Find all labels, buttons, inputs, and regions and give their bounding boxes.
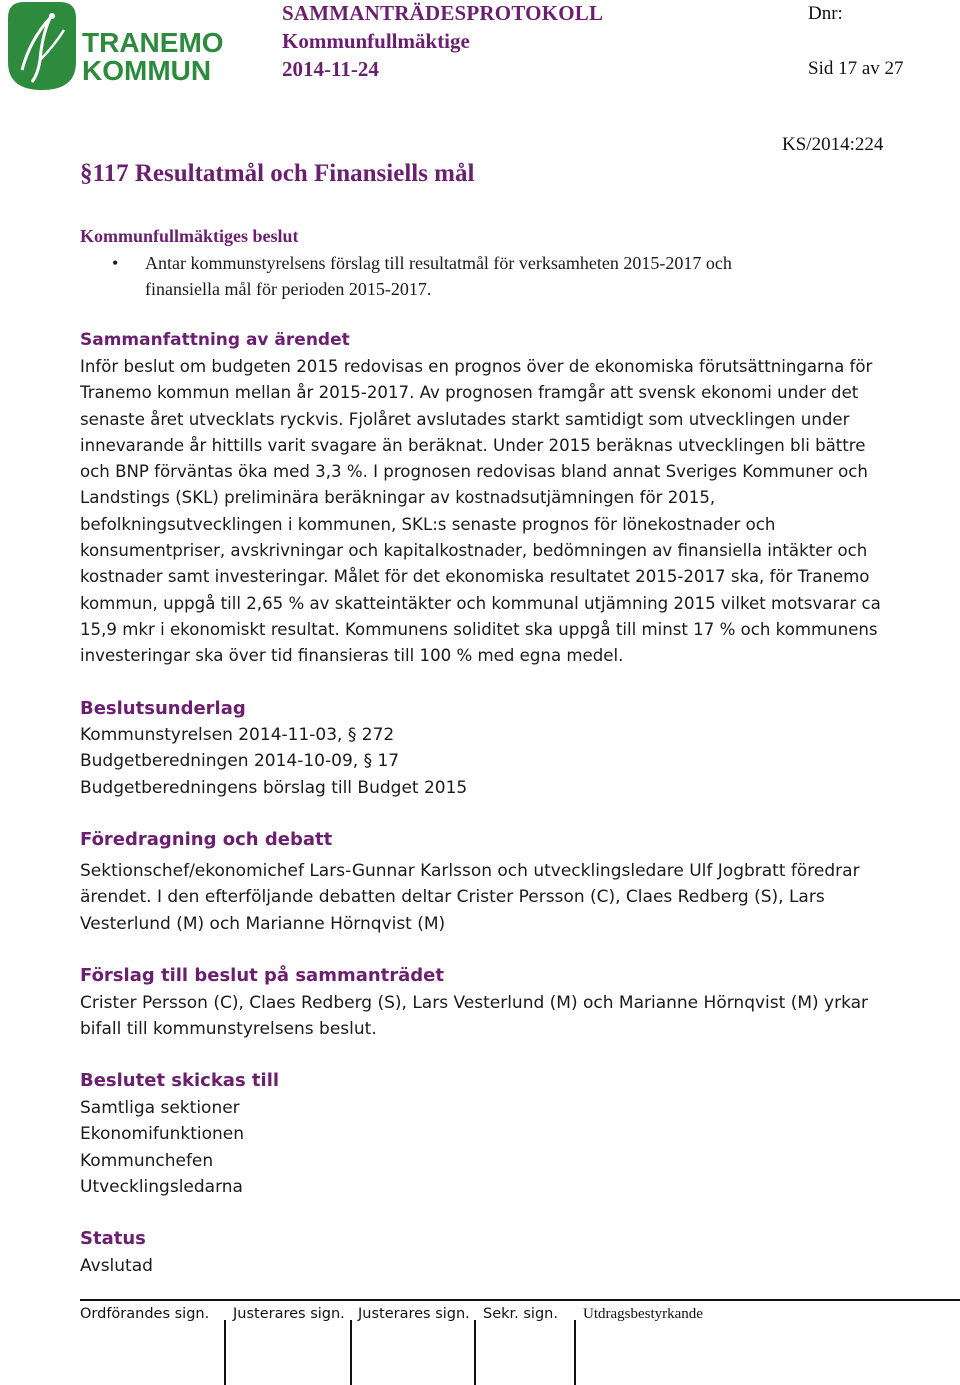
- basis-line: Budgetberedningen 2014-10-09, § 17: [80, 751, 400, 772]
- summary-line: Inför beslut om budgeten 2015 redovisas en prognos över de ekonomiska förutsättningarna för: [80, 357, 873, 376]
- summary-line: 15,9 mkr i ekonomiskt resultat. Kommunens soliditet ska uppgå till minst 17 % och kommunens: [80, 619, 878, 639]
- proposal-heading: Förslag till beslut på sammanträdet: [80, 965, 444, 986]
- summary-line: Tranemo kommun mellan år 2015-2017. Av prognosen framgår att svensk ekonomi under det: [80, 383, 859, 403]
- proposal-body: [80, 990, 960, 1043]
- summary-line: konsumentpriser, avskrivningar och kapitalkostnader, bedömningen av finansiella intäkter och: [80, 541, 868, 561]
- decision-heading: Kommunfullmäktiges beslut: [80, 226, 299, 246]
- decision-bullet-line1: Antar kommunstyrelsens förslag till resultatmål för verksamheten 2015-2017 och: [145, 253, 732, 273]
- presentation-heading: Föredragning och debatt: [80, 829, 333, 850]
- signature-secretary: Sekr. sign.: [483, 1306, 558, 1322]
- signature-chair: Ordförandes sign.: [80, 1306, 210, 1322]
- case-number: KS/2014:224: [782, 134, 884, 155]
- status-value: Avslutad: [80, 1256, 153, 1276]
- meeting-body: Kommunfullmäktige: [282, 29, 470, 53]
- meeting-date: 2014-11-24: [282, 57, 379, 81]
- summary-line: investeringar ska över tid finansieras till 100 % med egna medel.: [80, 646, 624, 666]
- tranemo-kommun-logo: [2, 0, 224, 92]
- signature-separator: [474, 1320, 476, 1385]
- page-number: Sid 17 av 27: [808, 58, 904, 79]
- proposal-line: Crister Persson (C), Claes Redberg (S), Lars Vesterlund (M) och Marianne Hörnqvist (M) yrkar: [80, 993, 869, 1013]
- recipient-line: Utvecklingsledarna: [80, 1176, 243, 1197]
- summary-line: och BNP förväntas öka med 3,3 %. I prognosen redovisas bland annat Sveriges Kommuner och: [80, 462, 868, 482]
- summary-line: Landstings (SKL) preliminära beräkningar av kostnadsutjämningen för 2015,: [80, 488, 716, 508]
- signature-divider: [80, 1299, 960, 1301]
- decision-bullet: [80, 250, 940, 303]
- basis-line: Kommunstyrelsen 2014-11-03, § 272: [80, 725, 395, 745]
- recipient-line: Ekonomifunktionen: [80, 1124, 245, 1145]
- presentation-line: ärendet. I den efterföljande debatten deltar Crister Persson (C), Claes Redberg (S), Lars: [80, 887, 825, 908]
- signature-separator: [574, 1320, 576, 1385]
- recipients-body: [80, 1095, 940, 1200]
- basis-body: [80, 722, 940, 801]
- signature-separator: [224, 1320, 226, 1385]
- summary-line: innevarande år hittills varit svagare än beräknat. Under 2015 beräknas utvecklingen bli bättre: [80, 435, 866, 455]
- decision-bullet-line2: finansiella mål för perioden 2015-2017.: [145, 279, 432, 300]
- recipients-heading: Beslutet skickas till: [80, 1070, 280, 1091]
- basis-heading: Beslutsunderlag: [80, 698, 246, 719]
- recipient-line: Kommunchefen: [80, 1150, 214, 1171]
- signature-adjuster-2: Justerares sign.: [358, 1306, 470, 1322]
- document-type: SAMMANTRÄDESPROTOKOLL: [282, 1, 604, 25]
- signature-adjuster-1: Justerares sign.: [233, 1306, 345, 1322]
- logo-text-line1: TRANEMO: [82, 27, 224, 58]
- summary-line: kommun, uppgå till 2,65 % av skatteintäkter och kommunal utjämning 2015 vilket motsvarar ca: [80, 593, 881, 613]
- dnr-label: Dnr:: [808, 3, 843, 24]
- status-heading: Status: [80, 1228, 146, 1249]
- basis-line: Budgetberedningens börslag till Budget 2015: [80, 777, 468, 798]
- presentation-line: Sektionschef/ekonomichef Lars-Gunnar Karlsson och utvecklingsledare Ulf Jogbratt föredrar: [80, 861, 860, 881]
- decision-list: [80, 250, 940, 303]
- signature-extract: Utdragsbestyrkande: [583, 1306, 703, 1322]
- signature-separator: [350, 1320, 352, 1385]
- presentation-line: Vesterlund (M) och Marianne Hörnqvist (M): [80, 913, 446, 934]
- presentation-body: [80, 858, 960, 937]
- summary-line: kostnader samt investeringar. Målet för det ekonomiska resultatet 2015-2017 ska, för Tranemo: [80, 567, 870, 587]
- summary-line: befolkningsutvecklingen i kommunen, SKL:s senaste prognos för lönekostnader och: [80, 514, 776, 534]
- summary-body: [80, 354, 960, 670]
- proposal-line: bifall till kommunstyrelsens beslut.: [80, 1019, 377, 1040]
- summary-line: senaste året utvecklats ryckvis. Fjolåret avslutades starkt samtidigt som utvecklingen under: [80, 409, 850, 429]
- logo-text-line2: KOMMUN: [82, 55, 212, 86]
- summary-heading: Sammanfattning av ärendet: [80, 330, 350, 350]
- section-title: §117 Resultatmål och Finansiells mål: [80, 160, 475, 187]
- recipient-line: Samtliga sektioner: [80, 1098, 240, 1118]
